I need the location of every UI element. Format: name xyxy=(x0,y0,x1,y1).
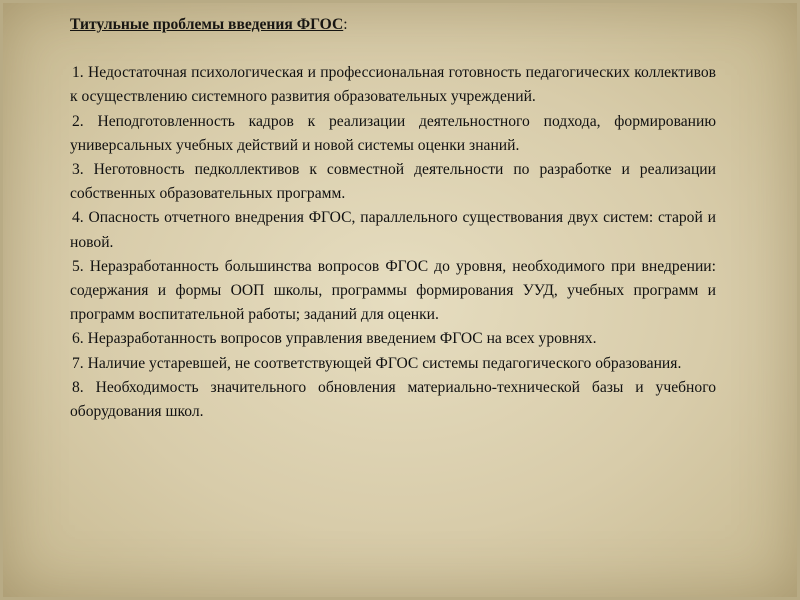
problem-item-3: 3. Неготовность педколлективов к совместной деятельности по разработке и реализации собственных образовательных программ. xyxy=(70,161,716,203)
problem-item-8: 8. Необходимость значительного обновления материально-технической базы и учебного оборудования школ. xyxy=(70,378,716,421)
slide-title xyxy=(70,13,716,37)
slide-title-colon: : xyxy=(343,16,348,33)
problem-item-6: 6. Неразработанность вопросов управления введением ФГОС на всех уровнях. xyxy=(72,330,597,348)
problem-item-5: 5. Неразработанность большинства вопросов ФГОС до уровня, необходимого при внедрении: содержания и формы ООП школы, программы формирования УУД, учебных программ и программ воспитательной работы; заданий для оценки. xyxy=(70,257,716,324)
problem-item-7: 7. Наличие устаревшей, не соответствующей ФГОС системы педагогического образования. xyxy=(72,354,682,372)
slide-content xyxy=(70,13,716,424)
problem-item-2: 2. Неподготовленность кадров к реализации деятельностного подхода, формированию универсальных учебных действий и новой системы оценки знаний. xyxy=(70,112,716,154)
problem-item-1: 1. Недостаточная психологическая и профессиональная готовность педагогических коллективов к осуществлению системного развития образовательных учреждений. xyxy=(70,64,716,106)
problem-item-4: 4. Опасность отчетного внедрения ФГОС, параллельного существования двух систем: старой и новой. xyxy=(70,209,716,251)
slide-title-text: Титульные проблемы введения ФГОС xyxy=(70,16,344,33)
